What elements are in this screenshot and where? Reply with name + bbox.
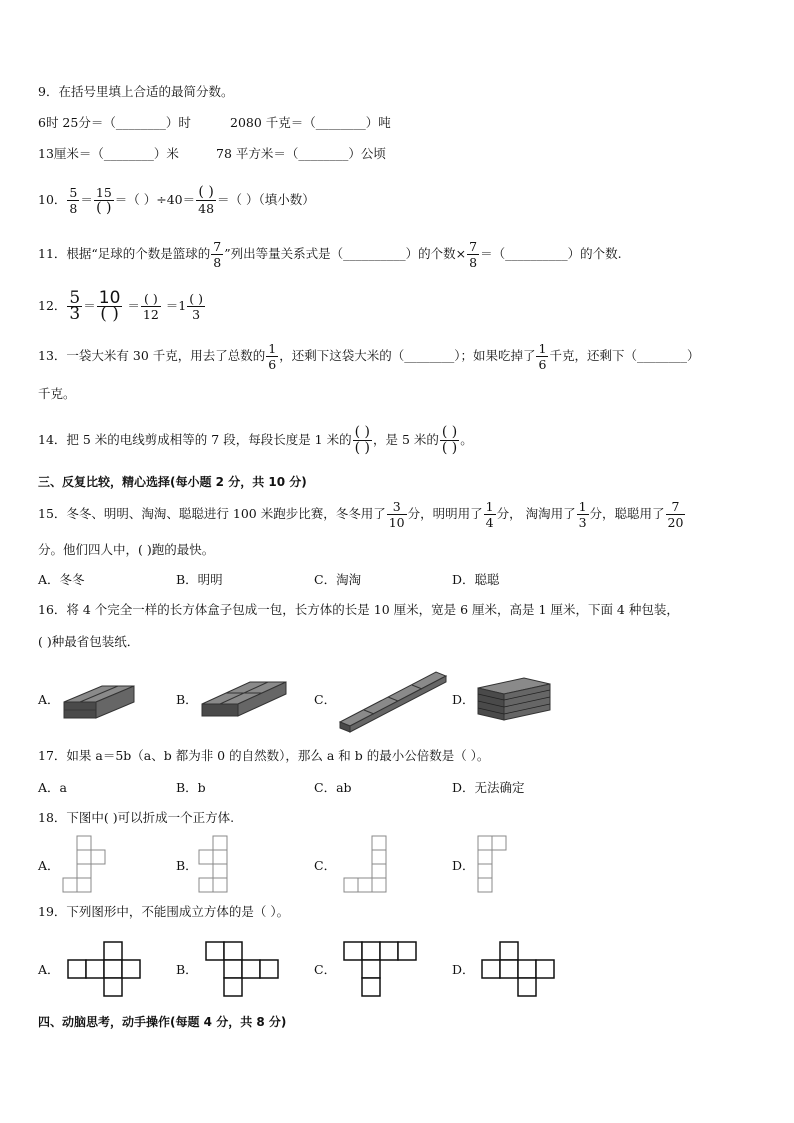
- q17-option-b[interactable]: B．b: [176, 780, 206, 795]
- q18-net-b-image: [198, 834, 246, 896]
- q13-fraction-1: $\frac{1}{6}$: [268, 341, 277, 372]
- q18-text: 18．下图中( )可以折成一个正方体.: [38, 810, 235, 825]
- q15-option-b[interactable]: B．明明: [176, 572, 223, 587]
- q9-item-a: 6时 25分＝（________）时: [38, 115, 191, 130]
- q14: 14．把 5 米的电线剪成相等的 7 段，每段长度是 1 米的 $\frac{( )}{( )}$ ，是 5 米的 $\frac{( )}{( )}$ 。: [38, 424, 473, 456]
- q18-option-d[interactable]: D．: [452, 858, 475, 873]
- q16-option-d[interactable]: D．: [452, 692, 475, 707]
- q19-option-a[interactable]: A．: [38, 962, 60, 977]
- q15-option-c[interactable]: C．淘淘: [314, 572, 362, 587]
- q17-option-d[interactable]: D．无法确定: [452, 780, 525, 795]
- q13-fraction-2: $\frac{1}{6}$: [538, 341, 547, 372]
- q19-option-d[interactable]: D．: [452, 962, 475, 977]
- q16-line1: 16．将 4 个完全一样的长方体盒子包成一包，长方体的长是 10 厘米，宽是 6 厘米，高是 1 厘米，下面 4 种包装，: [38, 602, 679, 617]
- q19-text: 19．下列图形中，不能围成立方体的是（ ）。: [38, 904, 290, 919]
- q11: 11．根据“足球的个数是篮球的 $\frac{7}{8}$ ”列出等量关系式是（__________）的个数× $\frac{7}{8}$ ＝（__________）的个数.: [38, 239, 622, 270]
- q15-fraction-4: $\frac{7}{20}$: [667, 499, 684, 530]
- q16-package-d-image: [478, 676, 552, 722]
- q9-item-b: 2080 千克＝（________）吨: [230, 115, 391, 130]
- q19-option-b[interactable]: B．: [176, 962, 198, 977]
- q10-fraction-1: $\frac{5}{8}$: [69, 185, 78, 216]
- q10-middle: ＝（ ）÷40＝: [114, 192, 196, 207]
- q12-fraction-4: $\frac{( )}{3}$: [189, 291, 203, 322]
- q19-net-a-image: [66, 940, 146, 1000]
- q10-fraction-2: $\frac{15}{( )}$: [95, 185, 112, 216]
- q18-option-c[interactable]: C．: [314, 858, 337, 873]
- q19-net-b-image: [204, 940, 284, 1000]
- q10-number: 10．: [38, 192, 67, 207]
- q16-line2: ( )种最省包装纸．: [38, 634, 140, 649]
- q16-option-c[interactable]: C．: [314, 692, 337, 707]
- q15-line2: 分。他们四人中，( )跑的最快。: [38, 542, 215, 557]
- q17-option-c[interactable]: C．ab: [314, 780, 352, 795]
- q10: 10． $\frac{5}{8}$ ＝ $\frac{15}{( )}$ ＝（ ）÷40＝ $\frac{( )}{48}$ ＝（ ）（填小数）: [38, 184, 315, 216]
- q18-option-a[interactable]: A．: [38, 858, 60, 873]
- q18-net-a-image: [62, 834, 110, 896]
- q11-fraction-1: $\frac{7}{8}$: [213, 239, 222, 270]
- q18-option-b[interactable]: B．: [176, 858, 198, 873]
- q19-option-c[interactable]: C．: [314, 962, 337, 977]
- q16-option-b[interactable]: B．: [176, 692, 198, 707]
- q14-fraction-2: $\frac{( )}{( )}$: [441, 424, 458, 456]
- q12-fraction-3: $\frac{( )}{12}$: [142, 291, 159, 322]
- q9-item-d: 78 平方米＝（________）公顷: [216, 146, 386, 161]
- q18-net-c-image: [342, 834, 390, 896]
- q15-fraction-3: $\frac{1}{3}$: [578, 499, 587, 530]
- q15-option-d[interactable]: D．聪聪: [452, 572, 500, 587]
- q13-line2: 千克。: [38, 386, 76, 401]
- q17-option-a[interactable]: A．a: [38, 780, 67, 795]
- q10-tail: ＝（ ）（填小数）: [217, 192, 315, 207]
- q19-net-c-image: [342, 940, 422, 1002]
- q11-fraction-2: $\frac{7}{8}$: [469, 239, 478, 270]
- q16-option-a[interactable]: A．: [38, 692, 60, 707]
- q17-text: 17．如果 a＝5b（a、b 都为非 0 的自然数），那么 a 和 b 的最小公倍数是（ ）。: [38, 748, 490, 763]
- q15-fraction-2: $\frac{1}{4}$: [485, 499, 494, 530]
- q15: 15．冬冬、明明、淘淘、聪聪进行 100 米跑步比赛，冬冬用了 $\frac{3}{10}$ 分，明明用了 $\frac{1}{4}$ 分， 淘淘用了 $\frac{1}{3}$ 分，聪聪用了 $\frac{7}{20}$: [38, 499, 684, 530]
- section-3-heading: 三、反复比较，精心选择(每小题 2 分，共 10 分): [38, 475, 307, 489]
- q15-option-a[interactable]: A．冬冬: [38, 572, 85, 587]
- q16-package-a-image: [64, 676, 136, 724]
- q19-net-d-image: [480, 940, 560, 1000]
- q12-fraction-1: $\frac{5}{3}$: [69, 288, 81, 324]
- q18-net-d-image: [476, 834, 512, 896]
- q12: 12． $\frac{5}{3}$ ＝ $\frac{10}{( )}$ ＝ $\frac{( )}{12}$ ＝1 $\frac{( )}{3}$: [38, 288, 203, 324]
- q13: 13．一袋大米有 30 千克，用去了总数的 $\frac{1}{6}$ ，还剩下这袋大米的（________）；如果吃掉了 $\frac{1}{6}$ 千克，还剩下（________）: [38, 341, 700, 372]
- q12-fraction-2: $\frac{10}{( )}$: [98, 288, 121, 324]
- q10-fraction-3: $\frac{( )}{48}$: [198, 184, 215, 216]
- q16-package-b-image: [202, 674, 288, 724]
- section-4-heading: 四、动脑思考，动手操作(每题 4 分，共 8 分): [38, 1015, 287, 1029]
- q9-item-c: 13厘米＝（________）米: [38, 146, 179, 161]
- q14-fraction-1: $\frac{( )}{( )}$: [354, 424, 370, 456]
- q15-fraction-1: $\frac{3}{10}$: [388, 499, 405, 530]
- q16-package-c-image: [340, 664, 448, 734]
- q9-title: 9．在括号里填上合适的最简分数。: [38, 84, 234, 99]
